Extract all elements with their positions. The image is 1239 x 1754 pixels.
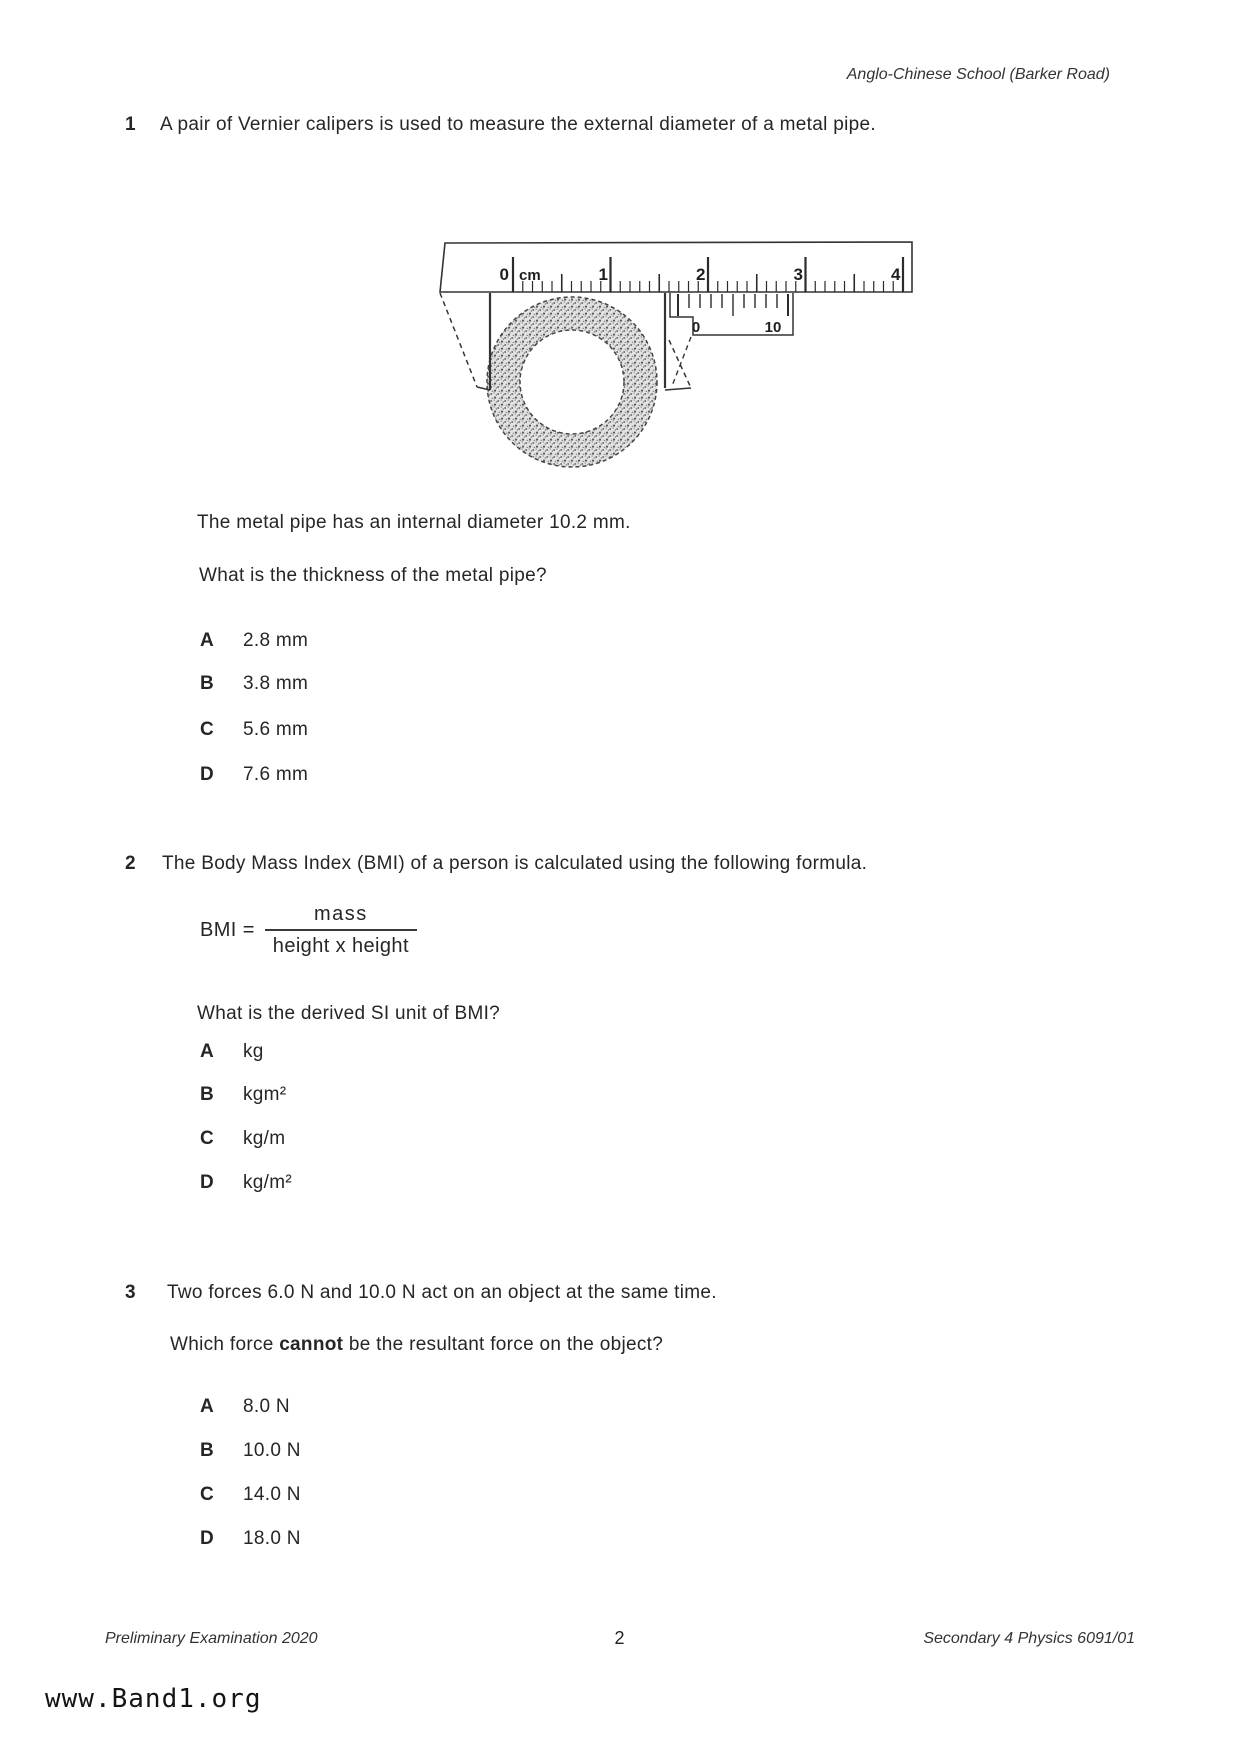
question-3-number: 3 xyxy=(125,1282,136,1303)
vernier-caliper-diagram xyxy=(420,210,940,510)
q3-option-d xyxy=(200,1528,301,1550)
question-1-number: 1 xyxy=(125,114,136,135)
option-value: kg/m² xyxy=(243,1172,292,1193)
page-number: 2 xyxy=(614,1628,625,1648)
question-2-text: The Body Mass Index (BMI) of a person is calculated using the following formula. xyxy=(162,853,868,874)
q1-option-a xyxy=(200,630,308,652)
metal-pipe-inner xyxy=(520,330,624,434)
scale-label-4: 4 xyxy=(891,265,901,284)
vernier-label-10: 10 xyxy=(764,319,782,336)
question-1-subquestion: What is the thickness of the metal pipe? xyxy=(199,565,547,586)
scale-unit-label: cm xyxy=(519,267,541,284)
formula-fraction xyxy=(265,903,417,958)
option-letter: C xyxy=(200,1128,215,1149)
fixed-jaw xyxy=(440,293,490,390)
q1-option-d xyxy=(200,764,308,786)
option-letter: A xyxy=(200,630,215,651)
option-letter: D xyxy=(200,1172,215,1193)
scale-label-3: 3 xyxy=(793,265,803,284)
q3-suffix: be the resultant force on the object? xyxy=(343,1334,664,1355)
option-value: 14.0 N xyxy=(243,1484,301,1505)
option-value: 7.6 mm xyxy=(243,764,309,785)
question-1-statement: The metal pipe has an internal diameter 10.2 mm. xyxy=(197,512,631,533)
option-letter: D xyxy=(200,1528,215,1549)
bmi-formula xyxy=(200,903,417,958)
formula-numerator: mass xyxy=(313,903,368,925)
q3-option-c xyxy=(200,1484,301,1506)
caliper-beam xyxy=(440,242,912,292)
q3-prefix: Which force xyxy=(170,1334,280,1355)
question-3-subquestion xyxy=(170,1334,663,1356)
q1-option-c xyxy=(200,719,308,741)
question-2-number: 2 xyxy=(125,853,136,874)
scale-label-2: 2 xyxy=(696,265,706,284)
scale-label-0: 0 xyxy=(499,265,509,284)
q2-option-a xyxy=(200,1041,264,1063)
vernier-label-0: 0 xyxy=(691,319,701,336)
option-value: 8.0 N xyxy=(243,1396,290,1417)
vernier-labels xyxy=(692,319,782,336)
option-letter: B xyxy=(200,1440,215,1461)
q2-option-b xyxy=(200,1084,286,1106)
option-value: 3.8 mm xyxy=(243,673,309,694)
q3-option-b xyxy=(200,1440,301,1462)
formula-lhs: BMI = xyxy=(200,919,255,941)
option-letter: A xyxy=(200,1396,215,1417)
option-value: 10.0 N xyxy=(243,1440,301,1461)
q2-option-c xyxy=(200,1128,285,1150)
school-name: Anglo-Chinese School (Barker Road) xyxy=(846,66,1110,83)
option-value: 2.8 mm xyxy=(243,630,309,651)
vernier-scale-ticks xyxy=(678,294,788,316)
q2-option-d xyxy=(200,1172,292,1194)
option-letter: B xyxy=(200,673,215,694)
footer-exam-name: Preliminary Examination 2020 xyxy=(105,1630,318,1647)
q1-option-b xyxy=(200,673,308,695)
q3-option-a xyxy=(200,1396,290,1418)
option-value: kgm² xyxy=(243,1084,287,1105)
option-letter: B xyxy=(200,1084,215,1105)
option-value: 5.6 mm xyxy=(243,719,309,740)
q3-bold-word: cannot xyxy=(279,1334,344,1355)
option-letter: C xyxy=(200,719,215,740)
option-value: kg/m xyxy=(243,1128,286,1149)
question-2-subquestion: What is the derived SI unit of BMI? xyxy=(197,1003,501,1024)
question-1-text: A pair of Vernier calipers is used to measure the external diameter of a metal pipe. xyxy=(160,114,876,135)
option-letter: A xyxy=(200,1041,215,1062)
jaw-leader-line xyxy=(672,337,691,386)
footer-paper-name: Secondary 4 Physics 6091/01 xyxy=(923,1630,1135,1647)
formula-denominator: height x height xyxy=(265,929,417,958)
option-value: kg xyxy=(243,1041,264,1062)
option-value: 18.0 N xyxy=(243,1528,301,1549)
watermark-url: www.Band1.org xyxy=(45,1684,262,1714)
option-letter: C xyxy=(200,1484,215,1505)
question-3-text: Two forces 6.0 N and 10.0 N act on an object at the same time. xyxy=(167,1282,717,1303)
scale-label-1: 1 xyxy=(598,265,608,284)
option-letter: D xyxy=(200,764,215,785)
